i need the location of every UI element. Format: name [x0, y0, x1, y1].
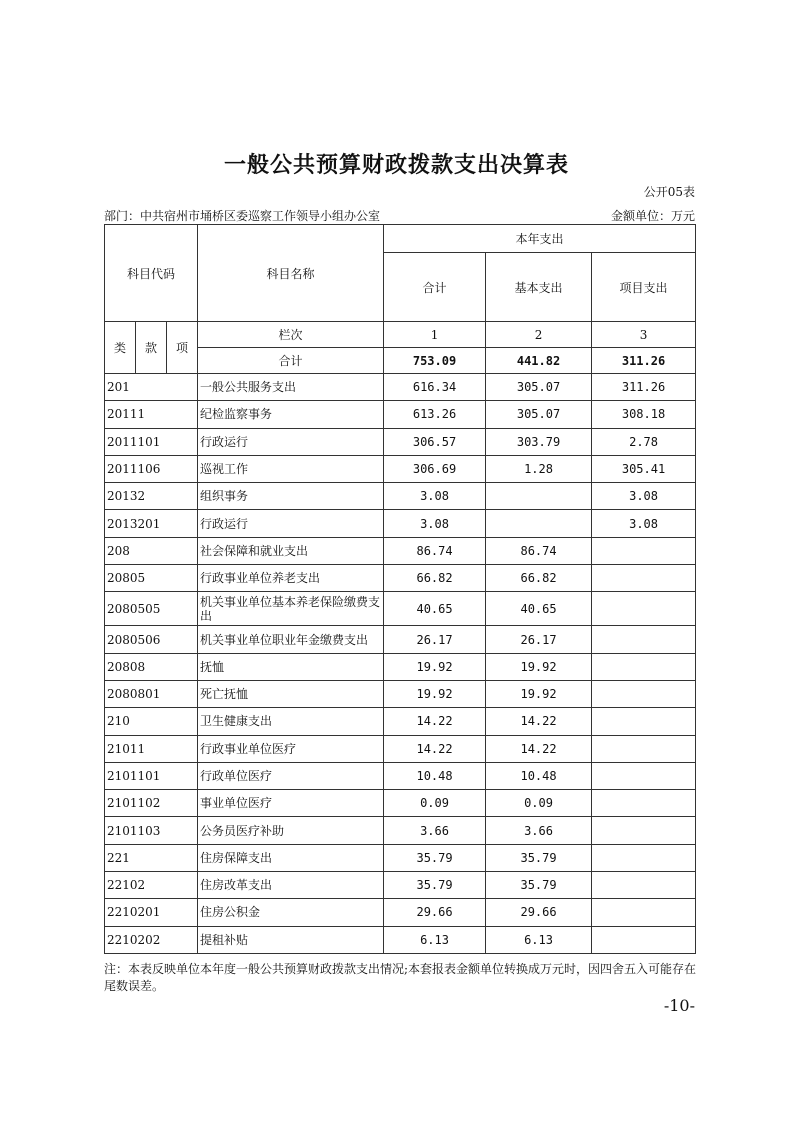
row-name: 机关事业单位基本养老保险缴费支出: [198, 592, 384, 626]
row-code: 2080801: [105, 680, 198, 707]
row-basic: 3.66: [486, 817, 592, 844]
row-project: 308.18: [592, 401, 696, 428]
row-total: 14.22: [384, 735, 486, 762]
row-basic: 14.22: [486, 735, 592, 762]
row-total: 3.08: [384, 510, 486, 537]
row-code: 2101101: [105, 762, 198, 789]
table-row: [105, 653, 696, 680]
table-row: [105, 592, 696, 626]
header-col2: 2: [486, 322, 592, 348]
row-total: 40.65: [384, 592, 486, 626]
row-total: 35.79: [384, 872, 486, 899]
row-code: 208: [105, 537, 198, 564]
row-code: 2101103: [105, 817, 198, 844]
expenditure-table: [104, 224, 696, 954]
table-row: [105, 510, 696, 537]
table-row: [105, 817, 696, 844]
form-number: 公开05表: [643, 185, 695, 199]
sum-total: 753.09: [384, 348, 486, 374]
row-name: 社会保障和就业支出: [198, 537, 384, 564]
row-project: [592, 626, 696, 653]
row-basic: 303.79: [486, 428, 592, 455]
row-code: 20111: [105, 401, 198, 428]
row-name: 行政运行: [198, 510, 384, 537]
row-project: [592, 735, 696, 762]
row-name: 行政事业单位养老支出: [198, 565, 384, 592]
row-name: 住房改革支出: [198, 872, 384, 899]
row-code: 2210201: [105, 899, 198, 926]
row-name: 行政运行: [198, 428, 384, 455]
table-row: [105, 735, 696, 762]
amount-unit-label: 金额单位：万元: [610, 209, 695, 223]
row-basic: 19.92: [486, 653, 592, 680]
row-name: 纪检监察事务: [198, 401, 384, 428]
row-code: 21011: [105, 735, 198, 762]
table-row: [105, 401, 696, 428]
row-total: 26.17: [384, 626, 486, 653]
row-project: [592, 708, 696, 735]
department-label: 部门：中共宿州市埇桥区委巡察工作领导小组办公室: [104, 209, 381, 223]
row-basic: 86.74: [486, 537, 592, 564]
row-basic: 305.07: [486, 401, 592, 428]
row-basic: 6.13: [486, 926, 592, 953]
row-total: 3.66: [384, 817, 486, 844]
row-total: 3.08: [384, 483, 486, 510]
row-total: 306.69: [384, 455, 486, 482]
row-project: [592, 844, 696, 871]
row-basic: 40.65: [486, 592, 592, 626]
row-project: [592, 817, 696, 844]
row-project: 3.08: [592, 510, 696, 537]
table-row: [105, 680, 696, 707]
row-basic: 305.07: [486, 374, 592, 401]
row-total: 86.74: [384, 537, 486, 564]
row-name: 死亡抚恤: [198, 680, 384, 707]
page-title: 一般公共预算财政拨款支出决算表: [223, 152, 569, 178]
row-project: [592, 653, 696, 680]
row-total: 19.92: [384, 680, 486, 707]
header-col1: 1: [384, 322, 486, 348]
header-lei: 类: [105, 322, 136, 374]
row-basic: 35.79: [486, 844, 592, 871]
row-total: 616.34: [384, 374, 486, 401]
sum-project: 311.26: [592, 348, 696, 374]
header-code: 科目代码: [105, 225, 198, 322]
header-kuan: 款: [136, 322, 167, 374]
row-total: 14.22: [384, 708, 486, 735]
table-row: [105, 844, 696, 871]
row-basic: [486, 510, 592, 537]
row-total: 306.57: [384, 428, 486, 455]
row-basic: 10.48: [486, 762, 592, 789]
row-project: 311.26: [592, 374, 696, 401]
sum-label: 合计: [198, 348, 384, 374]
header-col3: 3: [592, 322, 696, 348]
table-row: [105, 626, 696, 653]
row-project: [592, 926, 696, 953]
row-code: 221: [105, 844, 198, 871]
row-total: 35.79: [384, 844, 486, 871]
row-basic: 14.22: [486, 708, 592, 735]
row-total: 29.66: [384, 899, 486, 926]
row-code: 22102: [105, 872, 198, 899]
row-total: 613.26: [384, 401, 486, 428]
header-xiang: 项: [167, 322, 198, 374]
table-row: [105, 565, 696, 592]
row-name: 住房保障支出: [198, 844, 384, 871]
table-row: [105, 374, 696, 401]
row-code: 20805: [105, 565, 198, 592]
header-total: 合计: [384, 253, 486, 322]
table-row: [105, 483, 696, 510]
row-project: [592, 592, 696, 626]
row-basic: 35.79: [486, 872, 592, 899]
row-name: 住房公积金: [198, 899, 384, 926]
row-code: 2101102: [105, 790, 198, 817]
row-code: 2011106: [105, 455, 198, 482]
row-total: 66.82: [384, 565, 486, 592]
row-name: 一般公共服务支出: [198, 374, 384, 401]
row-name: 卫生健康支出: [198, 708, 384, 735]
row-basic: 26.17: [486, 626, 592, 653]
row-name: 行政事业单位医疗: [198, 735, 384, 762]
row-name: 事业单位医疗: [198, 790, 384, 817]
header-name: 科目名称: [198, 225, 384, 322]
header-lanci: 栏次: [198, 322, 384, 348]
row-project: [592, 762, 696, 789]
row-code: 20808: [105, 653, 198, 680]
row-basic: 29.66: [486, 899, 592, 926]
table-row: [105, 926, 696, 953]
row-name: 巡视工作: [198, 455, 384, 482]
table-row: [105, 537, 696, 564]
row-code: 210: [105, 708, 198, 735]
row-project: [592, 537, 696, 564]
row-basic: 1.28: [486, 455, 592, 482]
row-code: 2013201: [105, 510, 198, 537]
row-total: 6.13: [384, 926, 486, 953]
footnote: 注：本表反映单位本年度一般公共预算财政拨款支出情况;本套报表金额单位转换成万元时，因四舍五入可能存在尾数误差。: [104, 962, 697, 993]
row-code: 2080506: [105, 626, 198, 653]
row-project: [592, 790, 696, 817]
header-project: 项目支出: [592, 253, 696, 322]
table-row: [105, 455, 696, 482]
row-project: 3.08: [592, 483, 696, 510]
table-row: [105, 708, 696, 735]
row-project: 305.41: [592, 455, 696, 482]
row-name: 公务员医疗补助: [198, 817, 384, 844]
row-code: 2080505: [105, 592, 198, 626]
row-project: [592, 872, 696, 899]
row-name: 组织事务: [198, 483, 384, 510]
row-project: [592, 565, 696, 592]
row-name: 机关事业单位职业年金缴费支出: [198, 626, 384, 653]
row-project: 2.78: [592, 428, 696, 455]
sum-basic: 441.82: [486, 348, 592, 374]
table-row: [105, 428, 696, 455]
row-code: 2210202: [105, 926, 198, 953]
header-basic: 基本支出: [486, 253, 592, 322]
row-basic: 0.09: [486, 790, 592, 817]
table-row: [105, 790, 696, 817]
row-code: 20132: [105, 483, 198, 510]
row-basic: 19.92: [486, 680, 592, 707]
row-project: [592, 899, 696, 926]
row-total: 10.48: [384, 762, 486, 789]
row-name: 行政单位医疗: [198, 762, 384, 789]
row-basic: [486, 483, 592, 510]
row-total: 0.09: [384, 790, 486, 817]
table-row: [105, 762, 696, 789]
row-code: 2011101: [105, 428, 198, 455]
row-project: [592, 680, 696, 707]
row-code: 201: [105, 374, 198, 401]
row-basic: 66.82: [486, 565, 592, 592]
row-name: 抚恤: [198, 653, 384, 680]
table-row: [105, 872, 696, 899]
table-row: [105, 899, 696, 926]
row-total: 19.92: [384, 653, 486, 680]
page-number: -10-: [663, 996, 695, 1015]
row-name: 提租补贴: [198, 926, 384, 953]
header-current-year: 本年支出: [384, 225, 696, 253]
